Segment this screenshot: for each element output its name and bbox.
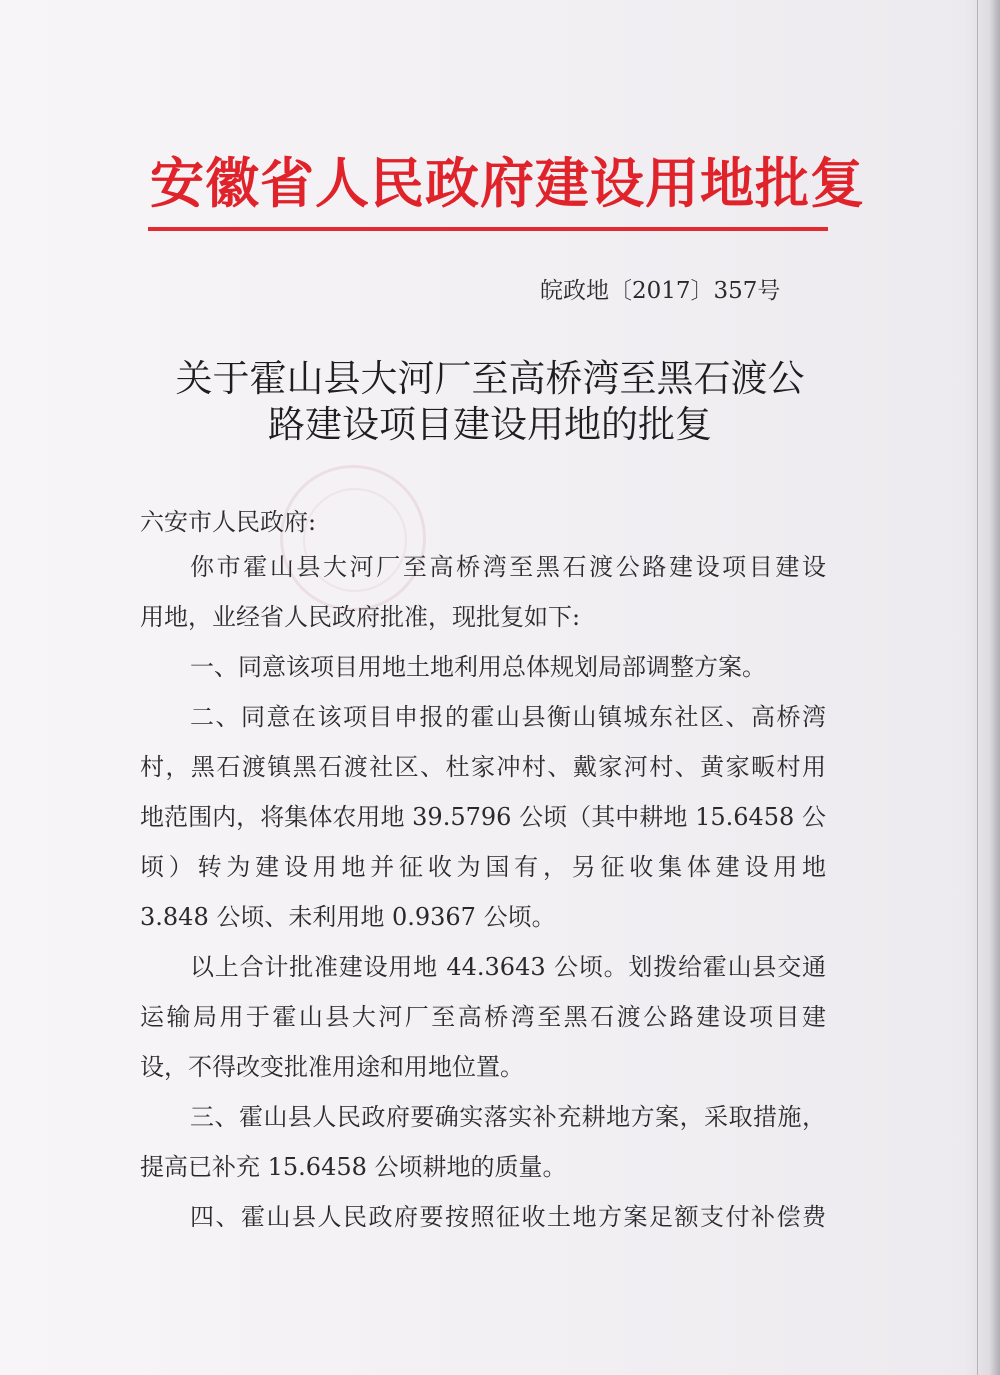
page-edge-line [977, 0, 978, 1375]
body-line: 运输局用于霍山县大河厂至高桥湾至黑石渡公路建设项目建 [140, 1003, 826, 1031]
body-line: 提高已补充 15.6458 公顷耕地的质量。 [140, 1153, 567, 1181]
body-line: 你市霍山县大河厂至高桥湾至黑石渡公路建设项目建设 [190, 553, 826, 581]
body-line: 一、同意该项目用地土地利用总体规划局部调整方案。 [190, 653, 766, 681]
page-edge-shadow [964, 0, 1000, 1375]
body-line: 以上合计批准建设用地 44.3643 公顷。划拨给霍山县交通 [190, 953, 826, 981]
document-title-line-1: 关于霍山县大河厂至高桥湾至黑石渡公 [175, 357, 805, 400]
body-line: 三、霍山县人民政府要确实落实补充耕地方案，采取措施， [190, 1103, 826, 1131]
header-red-rule [148, 227, 828, 231]
body-line: 地范围内，将集体农用地 39.5796 公顷（其中耕地 15.6458 公 [140, 803, 826, 831]
document-number: 皖政地〔2017〕357号 [540, 278, 781, 304]
body-line: 3.848 公顷、未利用地 0.9367 公顷。 [140, 903, 556, 931]
body-line: 设，不得改变批准用途和用地位置。 [140, 1053, 524, 1081]
body-line: 顷）转为建设用地并征收为国有，另征收集体建设用地 [140, 853, 826, 881]
document-header-title: 安徽省人民政府建设用地批复 [150, 151, 865, 215]
body-line: 二、同意在该项目申报的霍山县衡山镇城东社区、高桥湾 [190, 703, 826, 731]
body-line: 村，黑石渡镇黑石渡社区、杜家冲村、戴家河村、黄家畈村用 [140, 753, 826, 781]
addressee: 六安市人民政府: [140, 508, 317, 536]
body-line: 四、霍山县人民政府要按照征收土地方案足额支付补偿费 [190, 1203, 826, 1231]
document-title-line-2: 路建设项目建设用地的批复 [268, 403, 712, 446]
body-line: 用地，业经省人民政府批准，现批复如下: [140, 603, 581, 631]
